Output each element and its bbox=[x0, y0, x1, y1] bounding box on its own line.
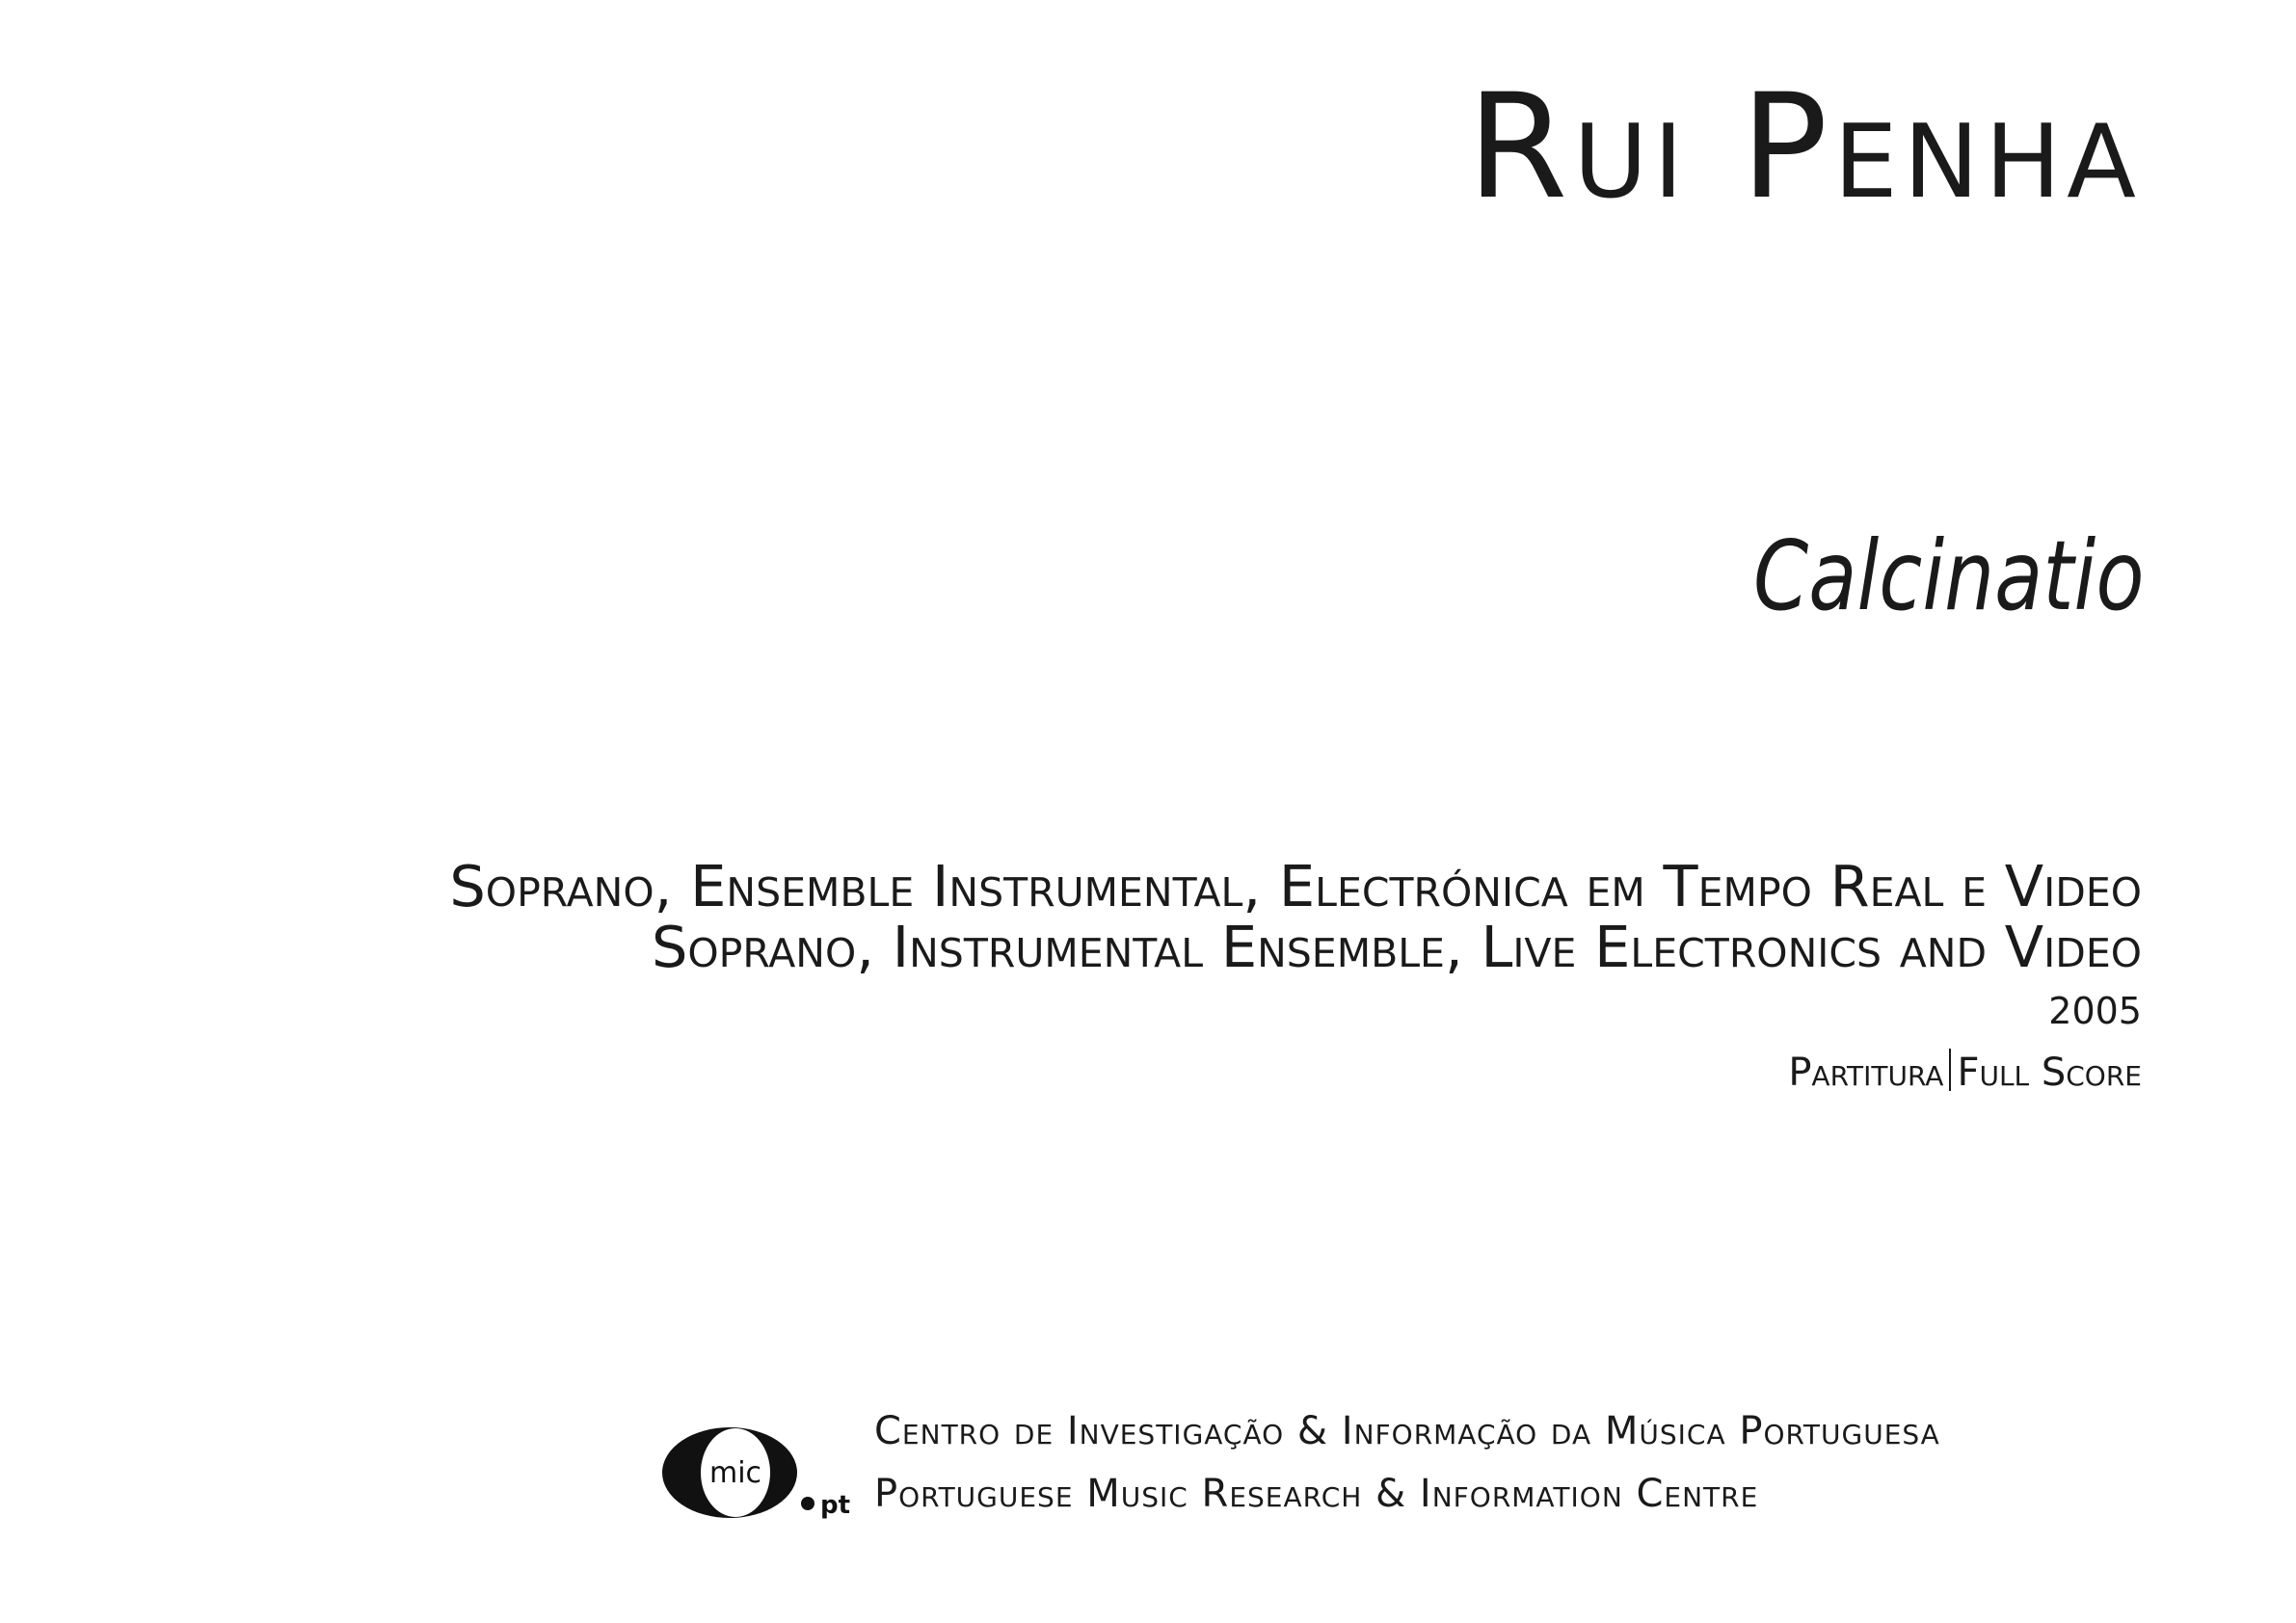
composer-name: Rui Penha bbox=[1467, 64, 2142, 231]
score-type-portuguese: Partitura bbox=[1788, 1051, 1944, 1095]
score-type-english: Full Score bbox=[1957, 1051, 2142, 1095]
work-title: Calcinatio bbox=[1752, 519, 2144, 632]
score-type bbox=[1788, 1049, 2142, 1095]
instrumentation-portuguese: Soprano, Ensemble Instrumental, Electrónica em Tempo Real e Video bbox=[449, 853, 2142, 919]
instrumentation-english: Soprano, Instrumental Ensemble, Live Electronics and Video bbox=[651, 914, 2142, 980]
logo-suffix: pt bbox=[820, 1491, 851, 1520]
mic-logo-icon bbox=[660, 1424, 853, 1530]
organization-name-english: Portuguese Music Research & Information Centre bbox=[874, 1472, 1759, 1516]
logo-text: mic bbox=[708, 1456, 762, 1490]
separator-bar bbox=[1949, 1049, 1951, 1091]
organization-name-portuguese: Centro de Investigação & Informação da Música Portuguesa bbox=[874, 1409, 1940, 1453]
composition-year: 2005 bbox=[2048, 990, 2142, 1032]
